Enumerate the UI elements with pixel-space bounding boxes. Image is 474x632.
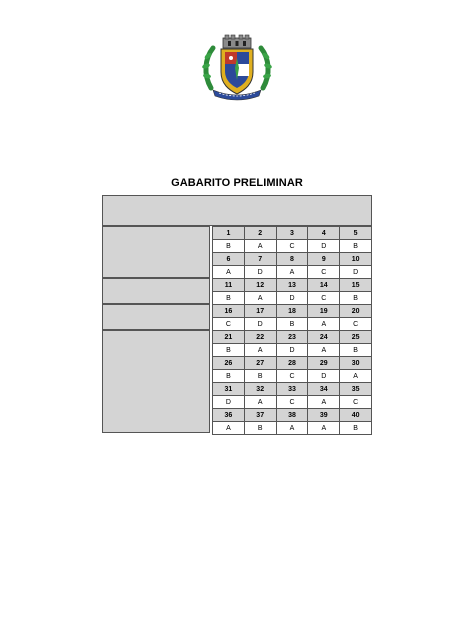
question-number-cell: 6 bbox=[213, 253, 245, 266]
question-number-cell: 1 bbox=[213, 227, 245, 240]
answer-cell: A bbox=[308, 344, 340, 357]
answer-cell: A bbox=[244, 240, 276, 253]
question-number-cell: 36 bbox=[213, 409, 245, 422]
answer-cell: A bbox=[276, 422, 308, 435]
answer-cell: B bbox=[213, 344, 245, 357]
answer-cell: B bbox=[276, 318, 308, 331]
answer-cell: C bbox=[340, 318, 372, 331]
answer-row bbox=[213, 240, 372, 253]
answer-cell: D bbox=[244, 318, 276, 331]
question-number-cell: 24 bbox=[308, 331, 340, 344]
question-number-cell: 19 bbox=[308, 305, 340, 318]
answer-cell: B bbox=[213, 292, 245, 305]
question-number-cell: 18 bbox=[276, 305, 308, 318]
question-number-cell: 39 bbox=[308, 409, 340, 422]
question-number-cell: 11 bbox=[213, 279, 245, 292]
question-number-cell: 8 bbox=[276, 253, 308, 266]
question-number-cell: 23 bbox=[276, 331, 308, 344]
question-number-row bbox=[213, 305, 372, 318]
question-number-cell: 16 bbox=[213, 305, 245, 318]
answer-row bbox=[213, 266, 372, 279]
question-number-cell: 34 bbox=[308, 383, 340, 396]
answer-cell: D bbox=[308, 240, 340, 253]
question-number-row bbox=[213, 227, 372, 240]
answer-cell: B bbox=[340, 344, 372, 357]
question-number-cell: 29 bbox=[308, 357, 340, 370]
answer-cell: C bbox=[340, 396, 372, 409]
header-info-box bbox=[102, 195, 372, 226]
answer-cell: B bbox=[244, 422, 276, 435]
question-number-cell: 37 bbox=[244, 409, 276, 422]
answer-cell: D bbox=[308, 370, 340, 383]
question-number-cell: 27 bbox=[244, 357, 276, 370]
answer-cell: B bbox=[213, 370, 245, 383]
answer-cell: C bbox=[276, 240, 308, 253]
question-number-cell: 5 bbox=[340, 227, 372, 240]
answer-cell: A bbox=[308, 318, 340, 331]
question-number-cell: 40 bbox=[340, 409, 372, 422]
answer-cell: C bbox=[276, 370, 308, 383]
answer-cell: D bbox=[276, 344, 308, 357]
answer-row bbox=[213, 370, 372, 383]
section-block-2 bbox=[102, 278, 210, 304]
answer-cell: C bbox=[308, 266, 340, 279]
question-number-cell: 3 bbox=[276, 227, 308, 240]
answer-cell: D bbox=[244, 266, 276, 279]
question-number-cell: 20 bbox=[340, 305, 372, 318]
page-title: GABARITO PRELIMINAR bbox=[171, 177, 303, 189]
answer-row bbox=[213, 318, 372, 331]
question-number-cell: 9 bbox=[308, 253, 340, 266]
question-number-cell: 32 bbox=[244, 383, 276, 396]
question-number-cell: 7 bbox=[244, 253, 276, 266]
question-number-cell: 14 bbox=[308, 279, 340, 292]
answer-cell: A bbox=[276, 266, 308, 279]
question-number-cell: 2 bbox=[244, 227, 276, 240]
question-number-cell: 13 bbox=[276, 279, 308, 292]
answer-row bbox=[213, 396, 372, 409]
answer-cell: B bbox=[340, 240, 372, 253]
answer-cell: A bbox=[308, 422, 340, 435]
question-number-cell: 15 bbox=[340, 279, 372, 292]
answer-key-table bbox=[212, 226, 372, 435]
answer-cell: A bbox=[308, 396, 340, 409]
answer-cell: A bbox=[213, 422, 245, 435]
question-number-row bbox=[213, 253, 372, 266]
answer-cell: B bbox=[244, 370, 276, 383]
question-number-row bbox=[213, 279, 372, 292]
answer-cell: D bbox=[276, 292, 308, 305]
answer-cell: B bbox=[340, 292, 372, 305]
question-number-row bbox=[213, 409, 372, 422]
question-number-cell: 22 bbox=[244, 331, 276, 344]
answer-row bbox=[213, 344, 372, 357]
answer-row bbox=[213, 292, 372, 305]
section-block-3 bbox=[102, 304, 210, 330]
question-number-cell: 17 bbox=[244, 305, 276, 318]
answer-cell: C bbox=[213, 318, 245, 331]
question-number-cell: 12 bbox=[244, 279, 276, 292]
answer-cell: A bbox=[213, 266, 245, 279]
question-number-row bbox=[213, 357, 372, 370]
answer-cell: D bbox=[340, 266, 372, 279]
answer-cell: C bbox=[308, 292, 340, 305]
question-number-cell: 35 bbox=[340, 383, 372, 396]
answer-cell: A bbox=[340, 370, 372, 383]
answer-cell: A bbox=[244, 292, 276, 305]
question-number-cell: 38 bbox=[276, 409, 308, 422]
question-number-row bbox=[213, 383, 372, 396]
section-block-4 bbox=[102, 330, 210, 433]
municipal-coat-of-arms-icon bbox=[201, 34, 273, 102]
answer-row bbox=[213, 422, 372, 435]
question-number-cell: 26 bbox=[213, 357, 245, 370]
answer-cell: A bbox=[244, 396, 276, 409]
answer-cell: D bbox=[213, 396, 245, 409]
question-number-cell: 33 bbox=[276, 383, 308, 396]
answer-cell: B bbox=[213, 240, 245, 253]
question-number-cell: 4 bbox=[308, 227, 340, 240]
question-number-row bbox=[213, 331, 372, 344]
question-number-cell: 31 bbox=[213, 383, 245, 396]
answer-cell: A bbox=[244, 344, 276, 357]
section-block-1 bbox=[102, 226, 210, 278]
question-number-cell: 10 bbox=[340, 253, 372, 266]
question-number-cell: 28 bbox=[276, 357, 308, 370]
answer-cell: B bbox=[340, 422, 372, 435]
question-number-cell: 30 bbox=[340, 357, 372, 370]
answer-cell: C bbox=[276, 396, 308, 409]
question-number-cell: 25 bbox=[340, 331, 372, 344]
question-number-cell: 21 bbox=[213, 331, 245, 344]
